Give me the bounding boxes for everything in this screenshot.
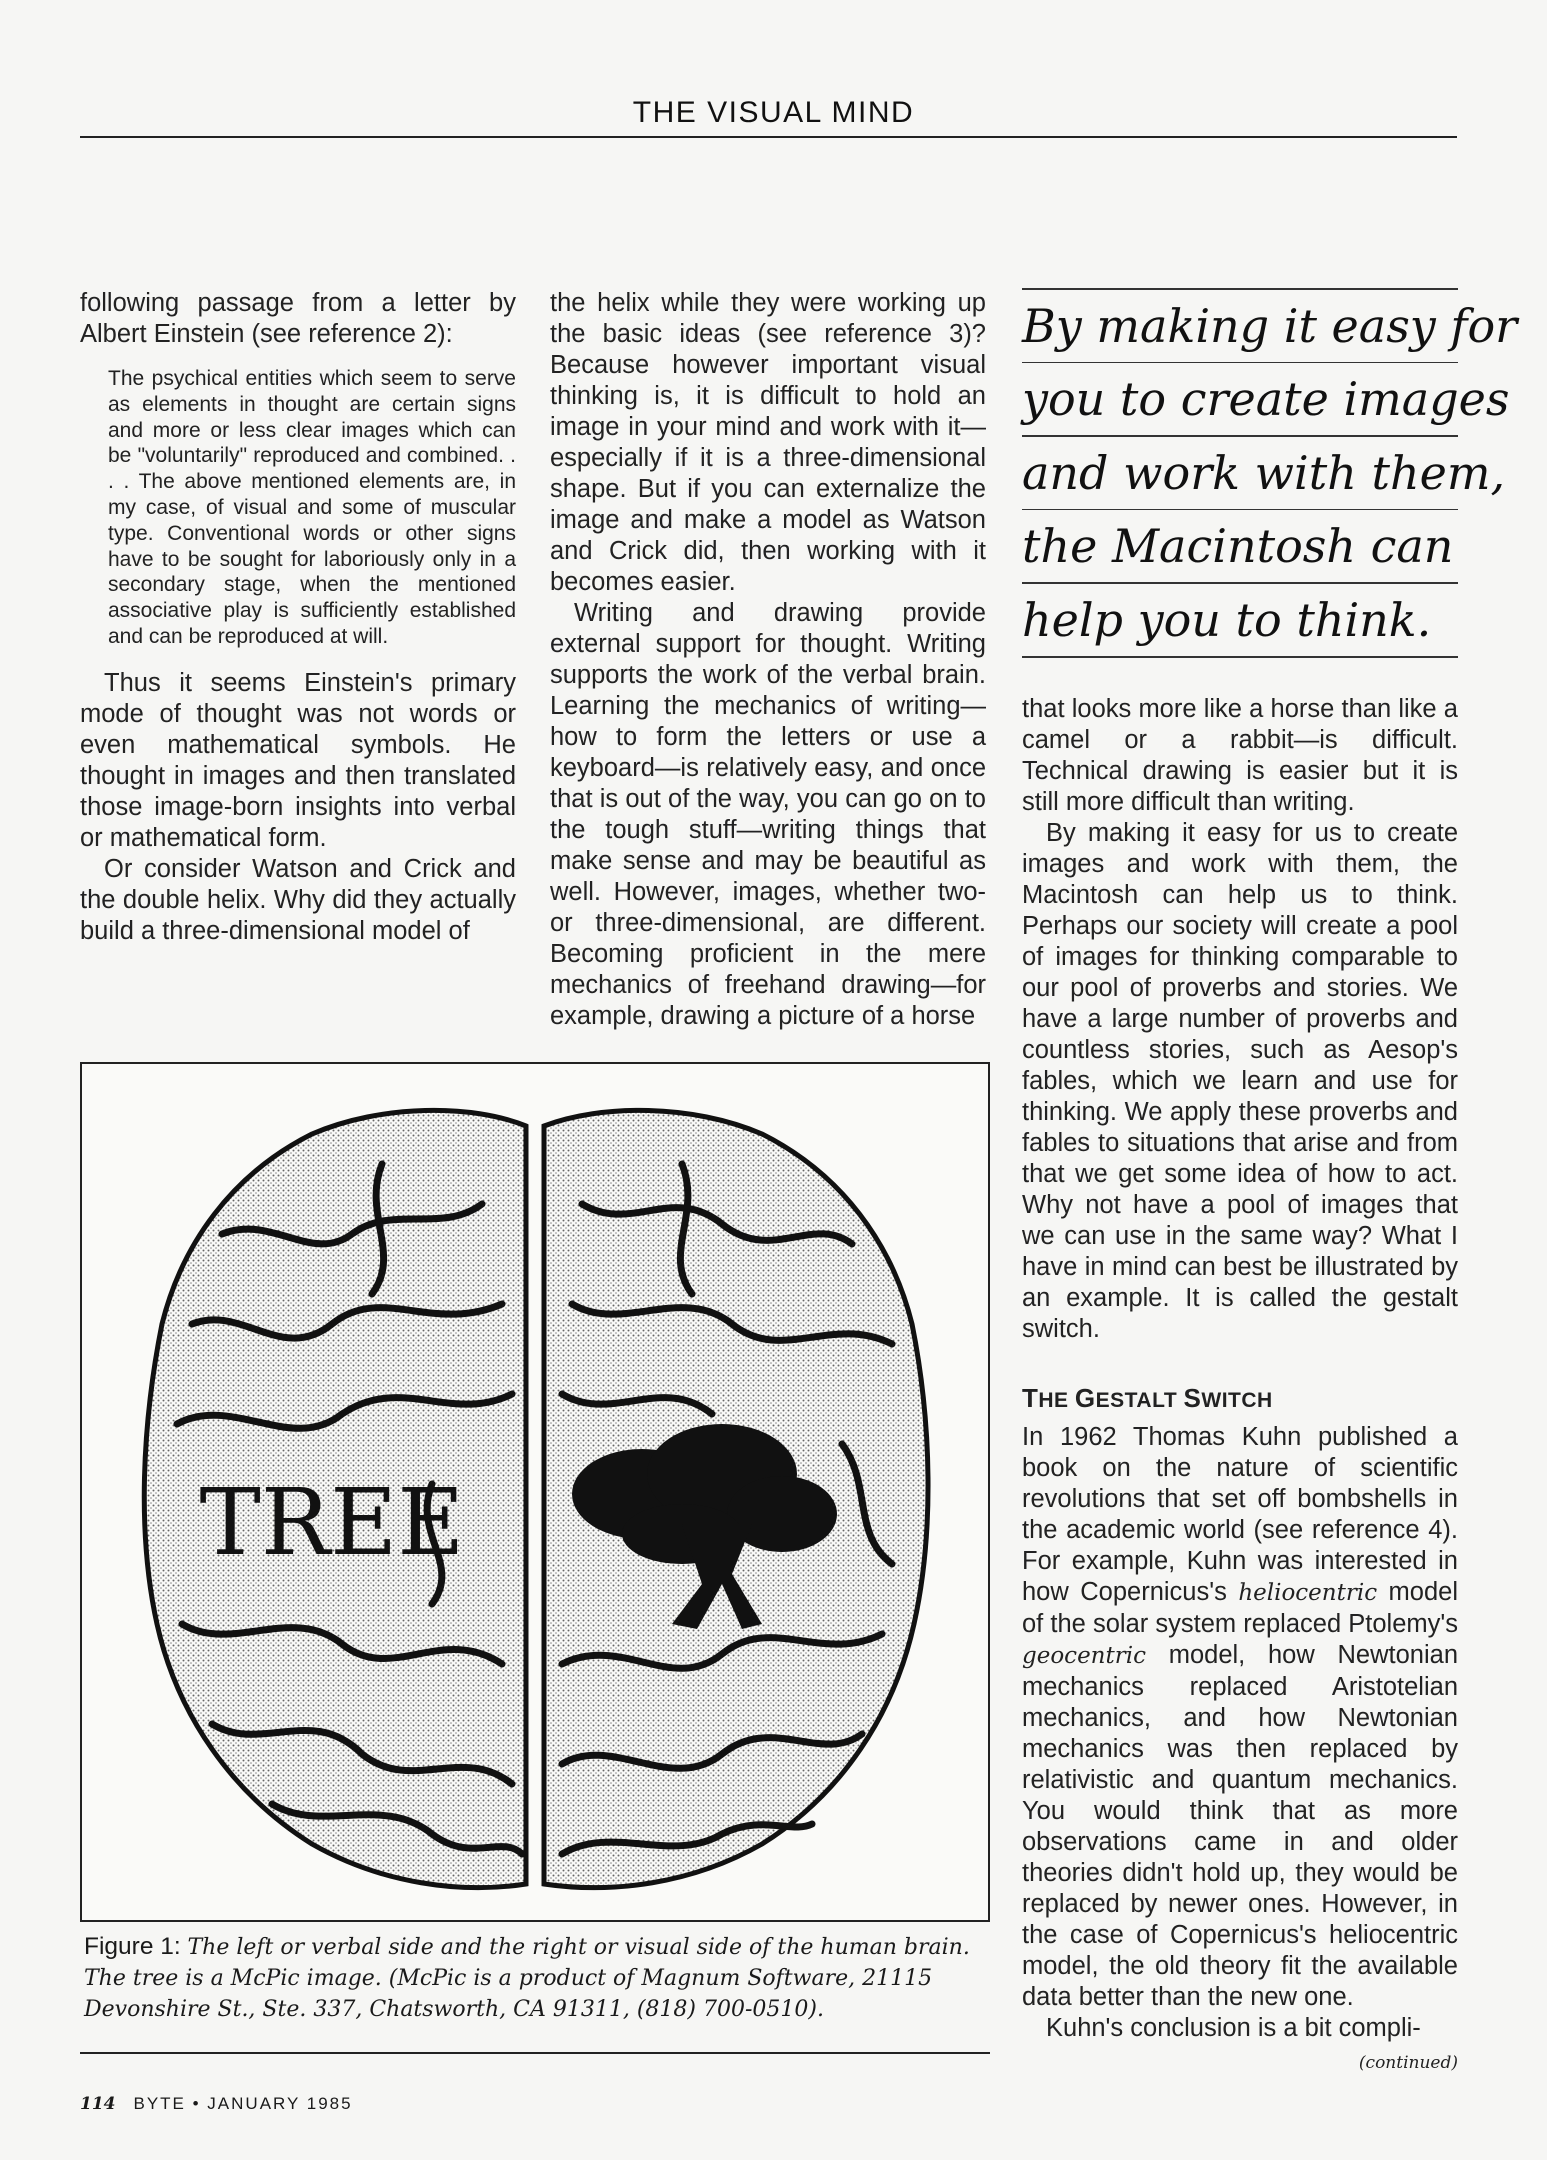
tree-label: TREE (199, 1469, 465, 1576)
pull-quote-line: help you to think. (1022, 592, 1432, 647)
header-rule (80, 136, 1457, 138)
pull-quote-line: the Macintosh can (1022, 519, 1454, 574)
page-number: 114 (80, 2094, 116, 2114)
pull-quote (1022, 288, 1518, 658)
paragraph: By making it easy for us to create images and work with them, the Macintosh can help us to think. Perhaps our society will create a pool of images for thinking comparable to our pool of proverbs and stories. We have a large number of proverbs and countless stories, such as Aesop's fables, which we learn and use for thinking. We apply these proverbs and fables to situations that arise and from that we get some idea of how to act. Why not have a pool of images that we can use in the same way? What I have in mind can best be illustrated by an example. It is called the gestalt switch. (1022, 819, 1458, 1343)
continued-note: (continued) (1358, 2053, 1458, 2073)
paragraph: that looks more like a horse than like a camel or a rabbit—is difficult. Technical drawing is easier but it is still more difficult than writing. (1022, 695, 1458, 816)
column-3 (1022, 694, 1458, 2079)
magazine-issue: BYTE • JANUARY 1985 (133, 2094, 353, 2113)
pull-quote-line: By making it easy for (1022, 298, 1518, 353)
pull-quote-line: you to create images (1022, 372, 1510, 427)
pull-quote-line: and work with them, (1022, 445, 1506, 500)
brain-illustration (82, 1064, 988, 1920)
paragraph: Or consider Watson and Crick and the double helix. Why did they actually build a three-dimensional model of (80, 854, 516, 945)
paragraph: Writing and drawing provide external support for thought. Writing supports the work of the verbal brain. Learning the mechanics of writing—how to form the letters or use a keyboard—is relatively easy, and once that is out of the way, you can go on to the tough stuff—writing things that make sense and may be beautiful as well. However, images, whether two- or three-dimensional, are different. Becoming proficient in the mere mechanics of freehand drawing—for example, drawing a picture of a horse (550, 599, 986, 1030)
paragraph: Thus it seems Einstein's primary mode of thought was not words or even mathematical symbols. He thought in images and then translated those image-born insights into verbal or mathematical form. (80, 668, 516, 852)
brain-figure (80, 1062, 990, 1922)
section-heading: THE GESTALT SWITCH (1022, 1383, 1273, 1413)
paragraph: Kuhn's conclusion is a bit compli- (1046, 2014, 1421, 2042)
figure-caption: Figure 1: The left or verbal side and the right or visual side of the human brain. The tree is a McPic image. (McPic is a product of Magnum Software, 21115 Devonshire St., Ste. 337, Chatsworth, CA 91311, (818) 700-0510). (84, 1933, 970, 2022)
paragraph: the helix while they were working up the basic ideas (see reference 3)? Because however important visual thinking is, it is difficult to hold an image in your mind and work with it—especially if it is a three-dimensional shape. But if you can externalize the image and make a model as Watson and Crick did, then working with it becomes easier. (550, 289, 986, 596)
column-1 (80, 288, 516, 947)
caption-rule (80, 2052, 990, 2054)
paragraph: In 1962 Thomas Kuhn published a book on the nature of scientific revolutions that set off bombshells in the academic world (see reference 4). For example, Kuhn was interested in how Copernicus's heliocentric model of the solar system replaced Ptolemy's geocentric model, how Newtonian mechanics replaced Aristotelian mechanics, and how Newtonian mechanics was then replaced by relativistic and quantum mechanics. You would think that as more observations came in and older theories didn't hold up, they would be replaced by newer ones. However, in the case of Copernicus's heliocentric model, the old theory fit the available data better than the new one. (1022, 1423, 1458, 2011)
column-2 (550, 288, 986, 1032)
paragraph: following passage from a letter by Albert Einstein (see reference 2): (80, 289, 516, 348)
footer (80, 2094, 353, 2114)
block-quote: The psychical entities which seem to serve as elements in thought are certain signs and more or less clear images which can be "voluntarily" reproduced and combined. . . . The above mentioned elements are, in my case, of visual and some of muscular type. Conventional words or other signs have to be sought for laboriously only in a secondary stage, when the mentioned associative play is sufficiently established and can be reproduced at will. (108, 367, 516, 648)
running-header: THE VISUAL MIND (632, 96, 915, 129)
